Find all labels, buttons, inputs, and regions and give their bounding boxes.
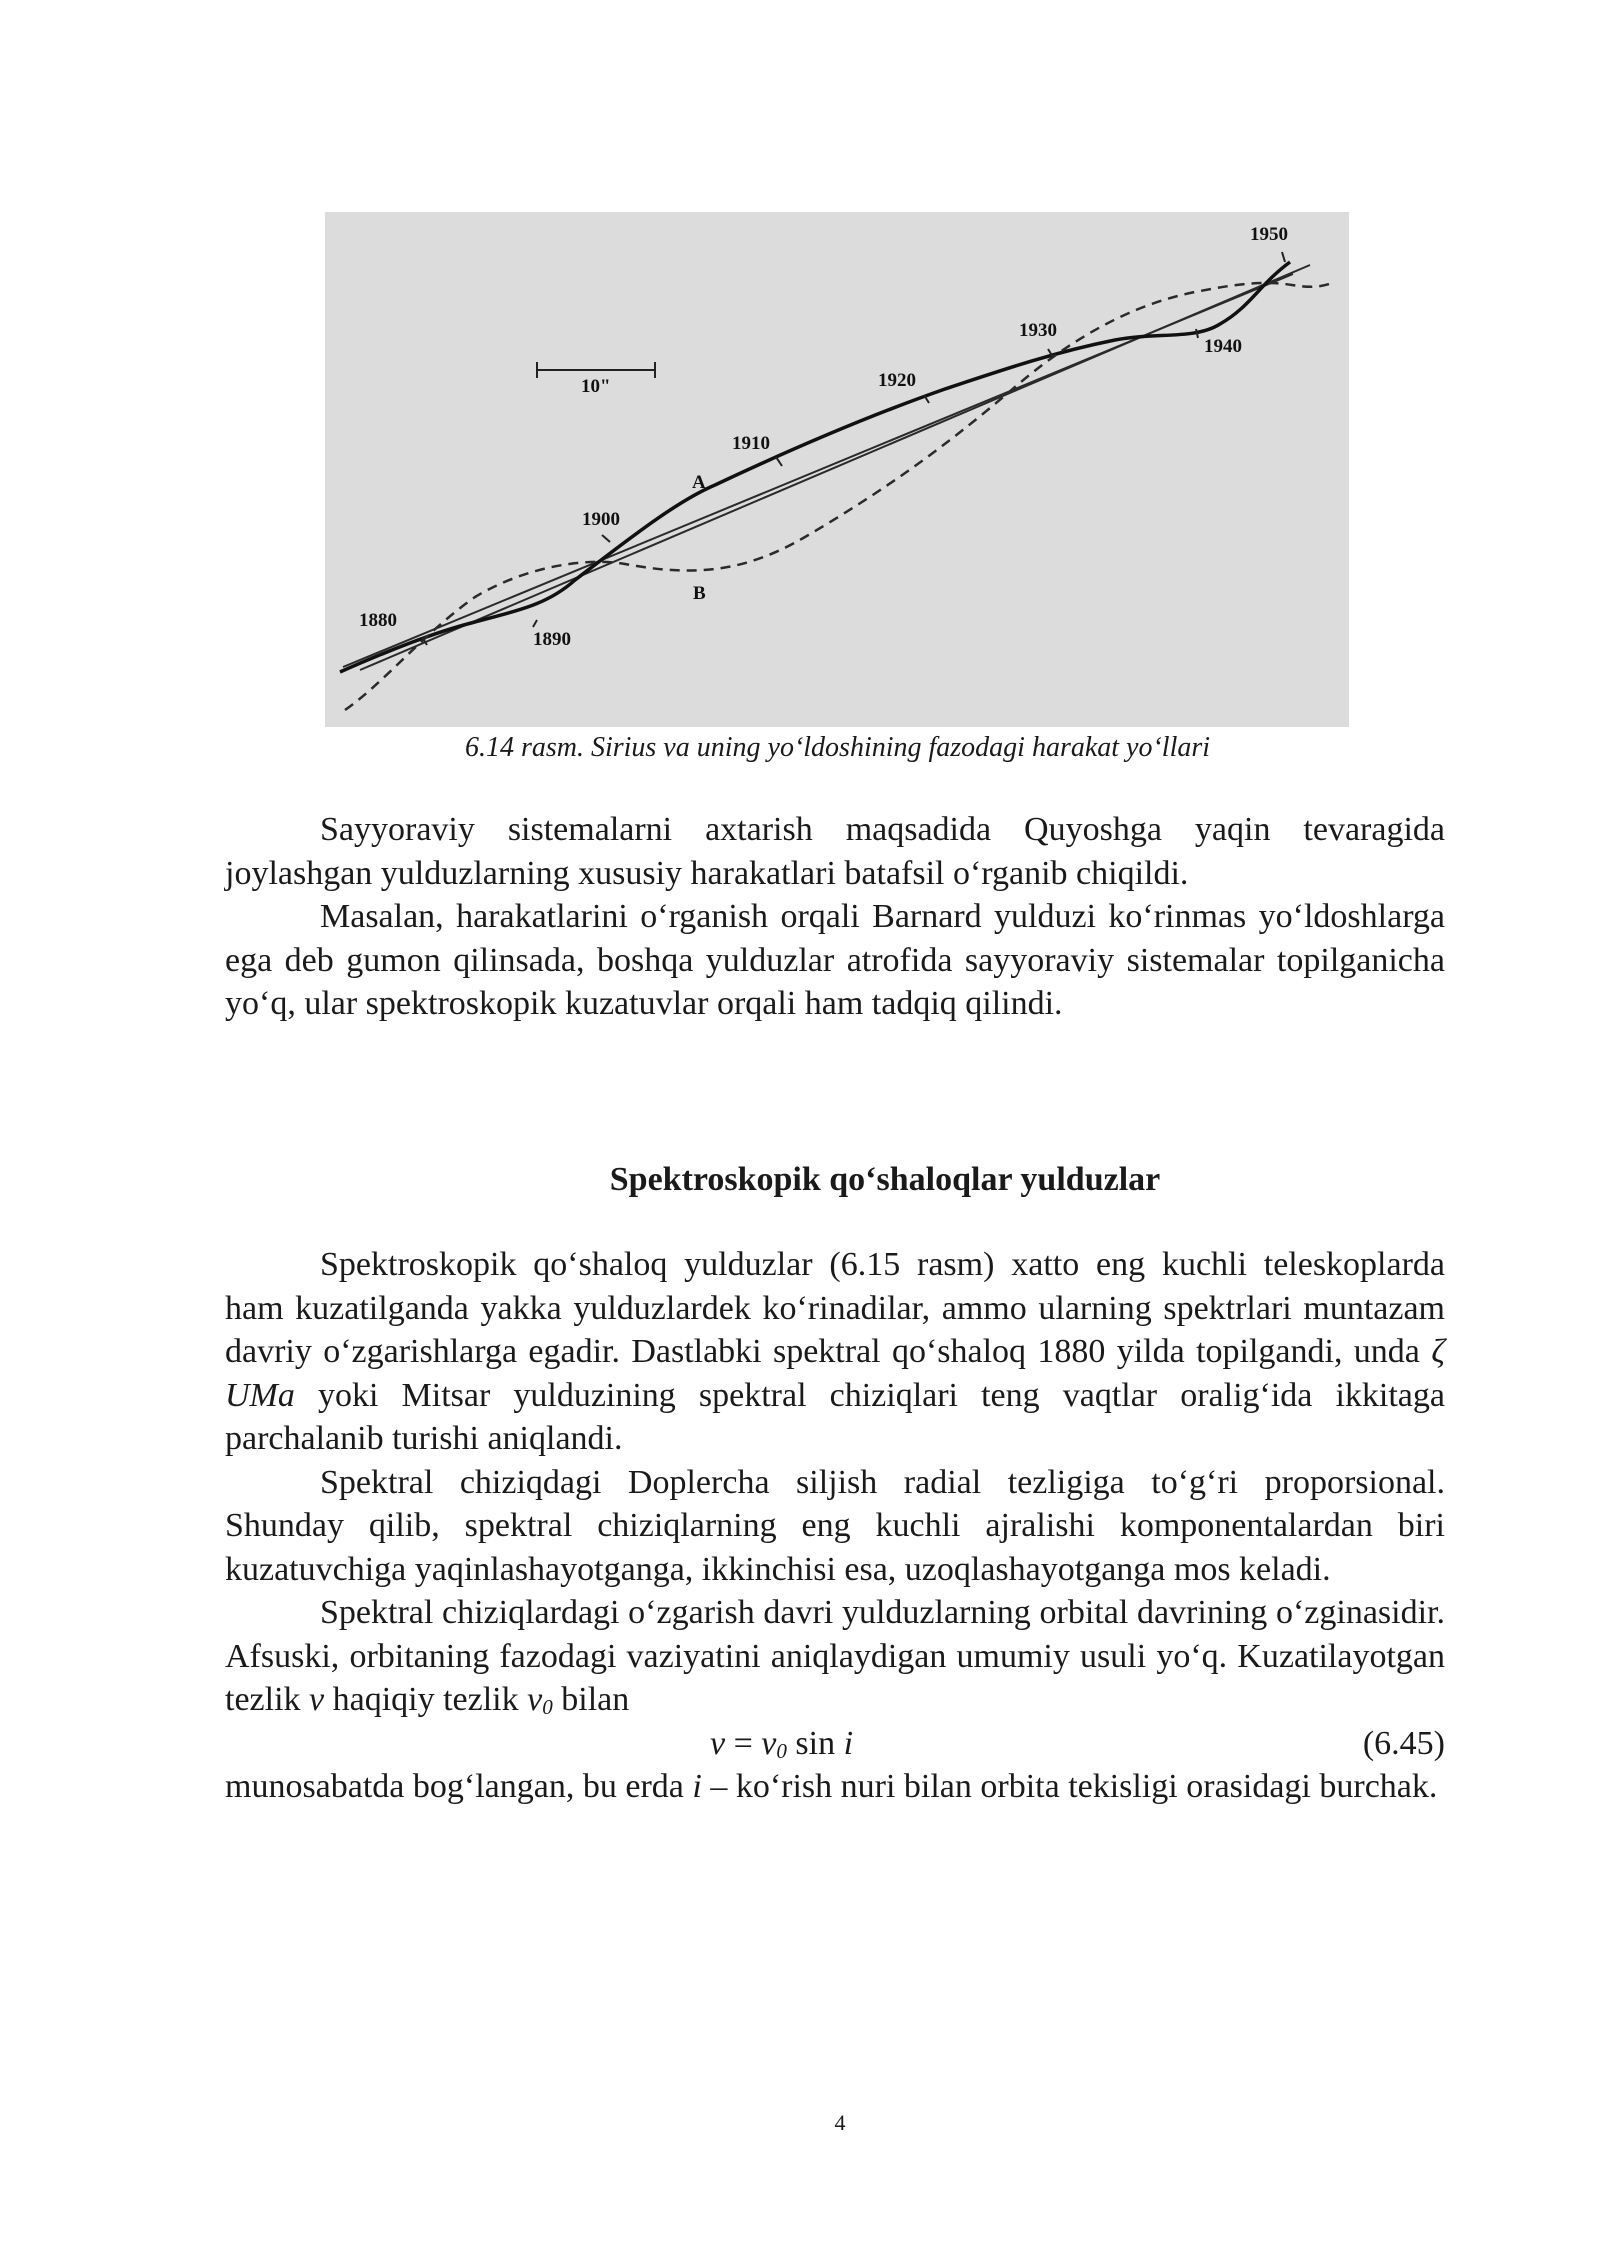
- label-1940: 1940: [1204, 336, 1242, 357]
- tick-1890: [533, 620, 537, 627]
- variable-i: i: [692, 1768, 702, 1805]
- label-b: B: [693, 583, 706, 604]
- paragraph: [225, 1243, 1445, 1461]
- equation-6-45: [225, 1722, 1445, 1766]
- path-a-sirius: [340, 262, 1290, 672]
- text-run: haqiqiy tezlik: [324, 1681, 528, 1718]
- equation-expression: [710, 1722, 853, 1766]
- equation-rhs-subscript: 0: [776, 1738, 787, 1763]
- figure-caption: 6.14 rasm. Sirius va uning yo‘ldoshining fazodagi harakat yo‘llari: [464, 732, 1211, 763]
- paragraph: Masalan, harakatlarini o‘rganish orqali Barnard yulduzi ko‘rinmas yo‘ldoshlarga ega deb gumon qilinsada, boshqa yulduzlar atrofida sayyoraviy sistemalar topilganicha yo‘q, ular spektroskopik kuzatuvlar orqali ham tadqiq qilindi.: [225, 898, 1445, 1022]
- star-designation: ζ UMa: [225, 1333, 1445, 1414]
- paragraph: [225, 1765, 1445, 1809]
- label-a: A: [692, 472, 706, 493]
- text-run: – ko‘rish nuri bilan orbita tekisligi orasidagi burchak.: [701, 1768, 1438, 1805]
- text-run: Spektral chiziqlardagi o‘zgarish davri yulduzlarning orbital davrining o‘zginasidir. Afsuski, orbitaning fazodagi vaziyatini aniqlaydigan umumiy usuli yo‘q. Kuzatilayotgan tezlik: [225, 1594, 1445, 1718]
- paragraph: Spektral chiziqdagi Doplercha siljish radial tezligiga to‘g‘ri proporsional. Shunday qilib, spektral chiziqlarning eng kuchli ajralishi komponentalardan biri kuzatuvchiga yaqinlashayotganga, ikkinchisi esa, uzoqlashayotganga mos keladi.: [225, 1463, 1445, 1588]
- label-1950: 1950: [1250, 224, 1288, 245]
- equation-rhs-base: v: [761, 1724, 777, 1762]
- variable-v0: [527, 1681, 553, 1718]
- variable-v: v: [309, 1681, 325, 1718]
- tick-1950: [1282, 252, 1285, 262]
- variable-v0-base: v: [527, 1681, 543, 1718]
- orbit-diagram: [325, 212, 1349, 727]
- tick-1910: [776, 457, 782, 466]
- body-section-2: [225, 1243, 1445, 1809]
- equation-number: (6.45): [1362, 1724, 1445, 1762]
- equation-lhs: v: [710, 1724, 726, 1762]
- equation-sin: sin: [786, 1724, 844, 1762]
- sirius-orbit-figure: [325, 212, 1349, 727]
- paragraph: [225, 1591, 1445, 1722]
- page-number: 4: [834, 2110, 846, 2135]
- label-1910: 1910: [732, 433, 770, 454]
- text-run: Spektroskopik qo‘shaloq yulduzlar (6.15 rasm) xatto eng kuchli teleskoplarda ham kuzatilganda yakka yulduzlardek ko‘rinadilar, ammo ularning spektrlari muntazam davriy o‘zgarishlarga egadir. Dastlabki spektral qo‘shaloq 1880 yilda topilgandi, unda: [225, 1246, 1445, 1370]
- label-1920: 1920: [878, 370, 916, 391]
- label-1880: 1880: [359, 610, 397, 631]
- tick-1940: [1196, 329, 1198, 338]
- mean-path-line-2: [360, 265, 1310, 670]
- tick-1900: [602, 535, 610, 542]
- label-1900: 1900: [582, 509, 620, 530]
- text-run: munosabatda bog‘langan, bu erda: [225, 1768, 693, 1805]
- equation-rhs-var: [761, 1725, 787, 1762]
- text-run: yoki Mitsar yulduzining spektral chiziqlari teng vaqtlar oralig‘ida ikkitaga parchalanib turishi aniqlandi.: [225, 1376, 1445, 1457]
- path-b-companion: [345, 282, 1335, 710]
- label-1930: 1930: [1019, 320, 1057, 341]
- text-run: bilan: [552, 1681, 630, 1718]
- label-1890: 1890: [533, 629, 571, 650]
- variable-v0-subscript: 0: [542, 1695, 553, 1720]
- body-section-1: [225, 808, 1445, 1026]
- equation-equals: =: [725, 1724, 762, 1762]
- paragraph: Sayyoraviy sistemalarni axtarish maqsadida Quyoshga yaqin tevaragida joylashgan yulduzlarning xususiy harakatlari batafsil o‘rganib chiqildi.: [225, 811, 1445, 892]
- label-scale: 10": [581, 376, 611, 397]
- equation-angle: i: [843, 1724, 854, 1762]
- section-heading: Spektroskopik qo‘shaloqlar yulduzlar: [609, 1161, 1161, 1198]
